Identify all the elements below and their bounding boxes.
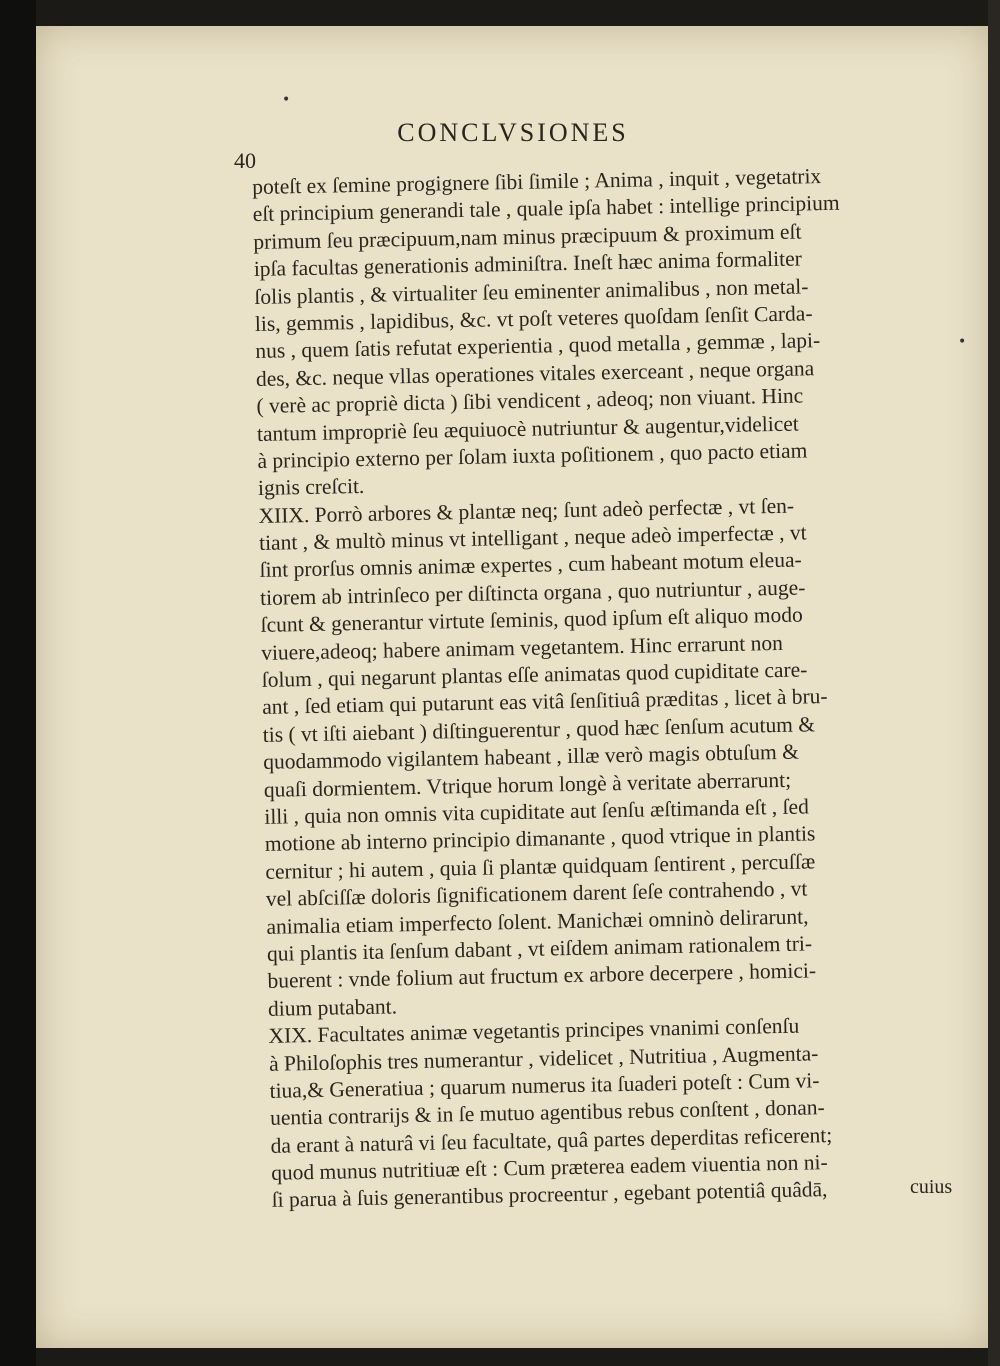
text-line: vel abſciſſæ doloris ſignificationem darent ſeſe contrahendo , vt	[265, 876, 808, 912]
text-line: uentia contrarijs & in ſe mutuo agentibus rebus conſtent , donan-	[269, 1095, 825, 1131]
text-line: des, &c. neque vllas operationes vitales exerceant , neque organa	[255, 355, 815, 391]
book-gutter	[0, 0, 36, 1366]
text-line: nus , quem ſatis refutat experientia , quod metalla , gemmæ , lapi-	[255, 328, 821, 364]
text-line: illi , quia non omnis vita cupiditate aut ſenſu æſtimanda eſt , ſed	[264, 794, 810, 829]
text-line: lis, gemmis , lapidibus, &c. vt poſt veteres quoſdam ſenſit Carda-	[254, 301, 813, 336]
text-line: XIIX. Porrò arbores & plantæ neq; ſunt adeò perfectæ , vt ſen-	[258, 493, 795, 528]
text-line: cernitur ; hi autem , quia ſi plantæ quidquam ſentirent , percuſſæ	[265, 849, 816, 884]
text-line: ſi parua à ſuis generantibus procreentur , egebant potentiâ quâdā,	[271, 1177, 828, 1213]
text-line: quod munus nutritiuæ eſt : Cum præterea eadem viuentia non ni-	[270, 1150, 828, 1185]
text-line: eſt principium generandi tale , quale ipſa habet : intellige principium	[252, 191, 840, 227]
text-line: animalia etiam imperfecto ſolent. Manichæi omninò delirarunt,	[266, 904, 809, 939]
book-page	[36, 26, 990, 1348]
text-line: tiant , & multò minus vt intelligant , neque adeò imperfectæ , vt	[258, 520, 807, 556]
page-number: 40	[234, 148, 256, 173]
text-line: ſint prorſus omnis animæ expertes , cum habeant motum eleua-	[259, 547, 802, 583]
text-line: tantum impropriè ſeu æquiuocè nutriuntur & augentur,videlicet	[256, 411, 800, 446]
text-line: quodammodo vigilantem habeant , illæ verò magis obtuſum &	[263, 739, 800, 775]
text-line: ant , ſed etiam qui putarunt eas vitâ ſenſitiuâ præditas , licet à bru-	[262, 684, 828, 720]
text-line: buerent : vnde folium aut fructum ex arbore decerpere , homici-	[267, 958, 817, 994]
text-line: tiua,& Generatiua ; quarum numerus ita ſuaderi poteſt : Cum vi-	[269, 1068, 820, 1103]
text-block	[252, 161, 966, 1215]
text-line: ( verè ac propriè dicta ) ſibi vendicent , adeoq; non viuant. Hinc	[256, 383, 804, 419]
text-line: XIX. Facultates animæ vegetantis principes vnanimi conſenſu	[268, 1013, 800, 1048]
text-line: à Philoſophis tres numerantur , videlicet , Nutritiua , Augmenta-	[268, 1040, 819, 1076]
text-line: ſolum , qui negarunt plantas eſſe animatas quod cupiditate care-	[261, 657, 808, 692]
text-line: ſolis plantis , & virtualiter ſeu eminenter animalibus , non metal-	[254, 273, 809, 309]
ink-speck: •	[958, 334, 967, 350]
text-line: primum ſeu præcipuum,nam minus præcipuum & proximum eſt	[253, 219, 802, 254]
page-edge	[988, 0, 1000, 1366]
text-line: ipſa facultas generationis adminiſtra. Ineſt hæc anima formaliter	[253, 246, 803, 282]
text-line: poteſt ex ſemine progignere ſibi ſimile ; Anima , inquit , vegetatrix	[252, 164, 822, 199]
text-line: tiorem ab intrinſeco per diſtincta organa , quo nutriuntur , auge-	[259, 575, 806, 610]
text-line: à principio externo per ſolam iuxta poſitionem , quo pacto etiam	[257, 438, 808, 473]
text-line: ignis creſcit.	[257, 474, 365, 501]
running-title: CONCLVSIONES	[397, 118, 629, 147]
text-line: da erant à naturâ vi ſeu facultate, quâ partes deperditas reficerent;	[270, 1122, 833, 1158]
text-line: ſcunt & generantur virtute ſeminis, quod ipſum eſt aliquo modo	[260, 602, 803, 638]
text-line: qui plantis ita ſenſum dabant , vt eiſdem animam rationalem tri-	[266, 931, 813, 966]
ink-speck: •	[282, 92, 291, 108]
text-line: dium putabant.	[267, 994, 398, 1021]
text-line: quaſi dormientem. Vtrique horum longè à veritate aberrarunt;	[263, 767, 792, 802]
text-line: motione ab interno principio dimanante , quod vtrique in plantis	[264, 821, 816, 857]
text-line: viuere,adeoq; habere animam vegetantem. Hinc errarunt non	[260, 630, 784, 665]
catchword: cuius	[910, 1176, 953, 1198]
text-line: tis ( vt iſti aiebant ) diſtinguerentur , quod hæc ſenſum acutum &	[262, 712, 816, 747]
